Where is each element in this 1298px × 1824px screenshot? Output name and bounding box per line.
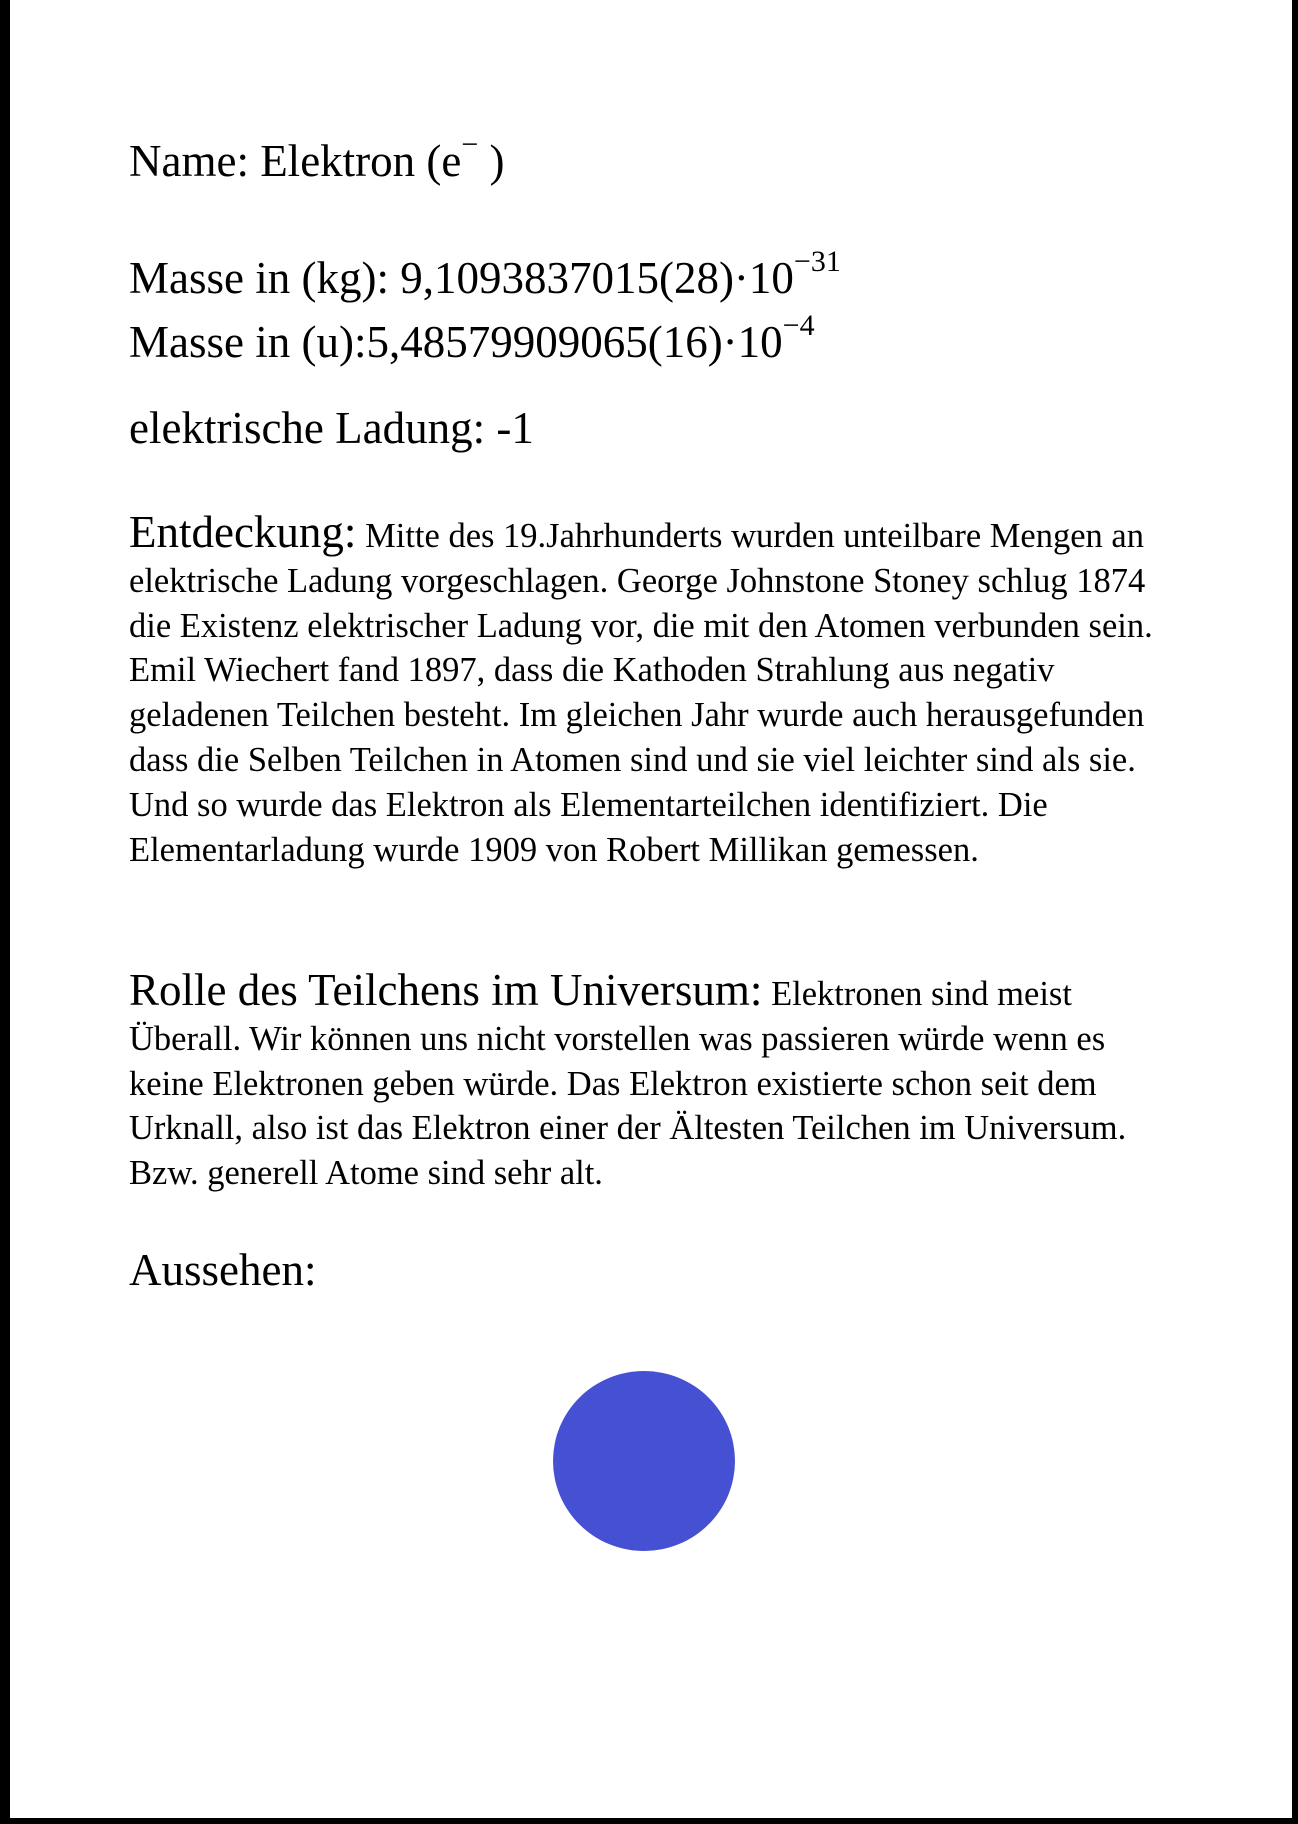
mass-u xyxy=(129,309,815,367)
mass-kg-label: Masse in (kg): 9,1093837015(28)·10 xyxy=(129,253,794,303)
role-heading: Rolle des Teilchens im Universum: xyxy=(129,965,763,1015)
electric-charge: elektrische Ladung: -1 xyxy=(129,403,534,453)
role-section xyxy=(129,965,1169,1196)
mass-u-exponent: −4 xyxy=(782,309,815,342)
mass-u-label: Masse in (u):5,48579909065(16)·10 xyxy=(129,317,783,367)
particle-name xyxy=(129,128,505,186)
particle-name-label: Name: Elektron (e xyxy=(129,136,462,186)
discovery-text: Mitte des 19.Jahrhunderts wurden unteilbare Mengen an elektrische Ladung vorgeschlagen. George Johnstone Stoney schlug 1874 die Existenz elektrischer Ladung vor, die mit den Atomen verbunden sein. Emil Wiechert fand 1897, dass die Kathoden Strahlung aus negativ geladenen Teilchen besteht. Im gleichen Jahr wurde auch herausgefunden dass die Selben Teilchen in Atomen sind und sie viel leichter sind als sie. Und so wurde das Elektron als Elementarteilchen identifiziert. Die Elementarladung wurde 1909 von Robert Millikan gemessen. xyxy=(129,517,1153,869)
appearance-section xyxy=(129,1245,1169,1297)
appearance-heading: Aussehen: xyxy=(129,1245,317,1295)
document-page xyxy=(10,0,1292,1818)
role-text: Elektronen sind meist Überall. Wir können uns nicht vorstellen was passieren würde wenn es keine Elektronen geben würde. Das Elektron existierte schon seit dem Urknall, also ist das Elektron einer der Ältesten Teilchen im Universum. Bzw. generell Atome sind sehr alt. xyxy=(129,975,1127,1193)
electron-circle xyxy=(553,1371,735,1551)
charge-superscript: − xyxy=(461,128,479,161)
mass-kg-exponent: −31 xyxy=(793,245,841,278)
discovery-section xyxy=(129,507,1169,872)
mass-kg xyxy=(129,245,841,303)
particle-name-closing: ) xyxy=(478,136,505,186)
discovery-heading: Entdeckung: xyxy=(129,507,357,557)
